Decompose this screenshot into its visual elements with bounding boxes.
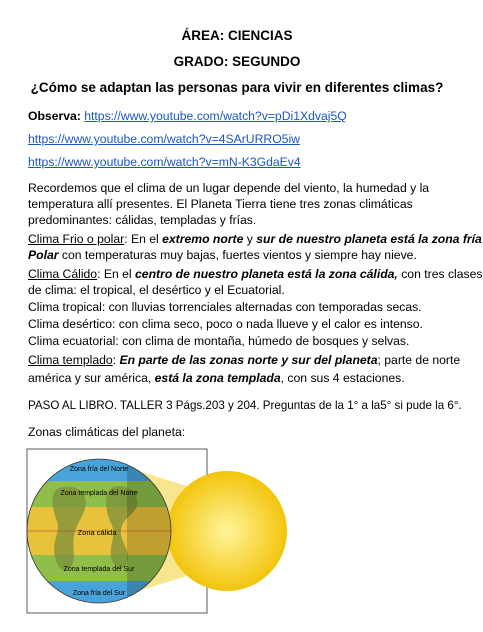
question-heading: ¿Cómo se adaptan las personas para vivir en diferentes climas? xyxy=(30,80,444,95)
desertico-line: Clima desértico: con clima seco, poco o nada llueve y el calor es intenso. xyxy=(28,317,423,331)
intro-line-3: predominantes: cálidas, templadas y frías. xyxy=(28,213,257,227)
tropical-line: Clima tropical: con lluvias torrenciales alternadas con temporadas secas. xyxy=(28,300,422,314)
grade-heading: GRADO: SEGUNDO xyxy=(173,54,301,69)
templado-text-2: ; parte de norte xyxy=(377,353,461,367)
label-fria-sur: Zona fría del Sur xyxy=(72,590,126,597)
label-templada-norte: Zona templada del Norte xyxy=(60,490,138,497)
paso-libro-line: PASO AL LIBRO. TALLER 3 Págs.203 y 204. Preguntas de la 1° a la5° si pude la 6°. xyxy=(28,399,462,412)
calido-text-2: con tres clases xyxy=(397,267,483,281)
templado-emph-2: está la zona templada xyxy=(154,371,281,385)
templado-line-2 xyxy=(28,370,405,386)
templado-line-1 xyxy=(28,352,460,368)
observa-label: Observa: xyxy=(28,109,81,123)
intro-line-1: Recordemos que el clima de un lugar depende del viento, la humedad y la xyxy=(28,181,430,195)
frio-text-3: con temperaturas muy bajas, fuertes vientos y siempre hay nieve. xyxy=(58,248,417,262)
video-link-line-3 xyxy=(28,154,301,170)
frio-text-1: : En el xyxy=(124,232,163,246)
ecuatorial-line: Clima ecuatorial: con clima de montaña, húmedo de bosques y selvas. xyxy=(28,334,410,348)
templado-text-1: : xyxy=(112,353,120,367)
zonas-title: Zonas climáticas del planeta: xyxy=(28,425,186,439)
video-link-3[interactable]: https://www.youtube.com/watch?v=mN-K3GdaEv4 xyxy=(28,155,301,169)
frio-label: Clima Frio o polar xyxy=(28,232,125,246)
templado-text-4: , con sus 4 estaciones. xyxy=(280,371,405,385)
video-link-1[interactable]: https://www.youtube.com/watch?v=pDi1Xdvaj5Q xyxy=(84,109,347,123)
templado-text-3: américa y sur américa, xyxy=(28,371,155,385)
templado-emph-1: En parte de las zonas norte y sur del planeta xyxy=(119,353,378,367)
observa-line xyxy=(28,108,347,124)
calido-line-1 xyxy=(28,266,483,282)
climate-zones-diagram xyxy=(27,449,207,613)
label-calida: Zona cálida xyxy=(77,528,117,537)
frio-text-2: y xyxy=(243,232,257,246)
frio-line-1 xyxy=(28,231,482,247)
calido-emph-1: centro de nuestro planeta está la zona cálida, xyxy=(135,267,398,281)
calido-line-2: de clima: el tropical, el desértico y el Ecuatorial. xyxy=(28,283,285,297)
calido-label: Clima Cálido xyxy=(28,267,98,281)
label-templada-sur: Zona templada del Sur xyxy=(63,566,135,573)
templado-label: Clima templado xyxy=(28,353,113,367)
intro-line-2: temperatura allí presentes. El Planeta Tierra tiene tres zonas climáticas xyxy=(28,197,413,211)
video-link-line-2 xyxy=(28,131,300,147)
calido-text-1: : En el xyxy=(97,267,136,281)
video-link-2[interactable]: https://www.youtube.com/watch?v=4SArURRO5iw xyxy=(28,132,300,146)
area-heading: ÁREA: CIENCIAS xyxy=(181,28,293,43)
frio-line-2 xyxy=(28,247,417,263)
frio-emph-2: sur de nuestro planeta está la zona fría xyxy=(256,232,482,246)
frio-emph-3: Polar xyxy=(28,248,59,262)
sun-icon xyxy=(167,471,287,591)
label-fria-norte: Zona fría del Norte xyxy=(69,466,129,473)
frio-emph-1: extremo norte xyxy=(162,232,244,246)
